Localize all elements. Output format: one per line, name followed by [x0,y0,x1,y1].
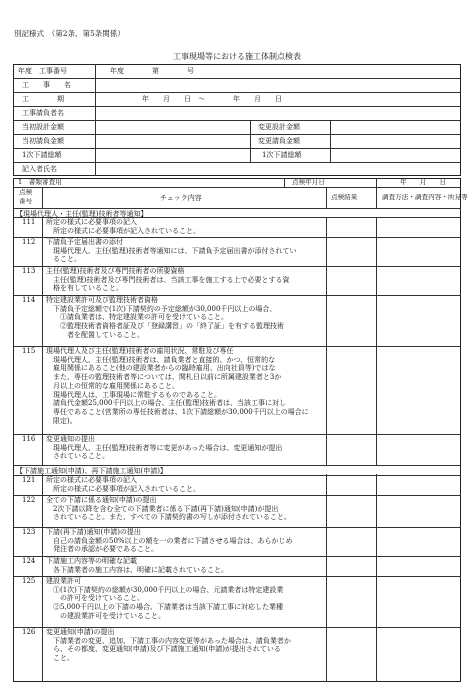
item-detail: ること。 [46,255,81,264]
item-detail: 請負代金額25,000千円以上の場合、主任(監理)技術者は、当該工事に対し [46,399,286,408]
item-title: 下請(再下請)通知(申請)の提出 [46,528,141,536]
item-number: 125 [22,577,36,585]
item-detail: されていること。また、すべての下請契約書の写しが添付されていること。 [46,513,291,522]
item-detail: ②監理技術者資格者証及び「登録講習」の「終了証」を有する監理技術 [46,322,284,331]
col-header-result: 点検結果 [331,194,358,201]
inspection-date-label: 点検年月日 [292,179,325,186]
item-detail: 月以上の恒常的な雇用関係にあること。 [46,381,179,390]
contractor-label: 工事請負者名 [22,109,64,117]
item-title: 特定建設業許可及び監理技術者資格 [46,296,158,304]
item-detail: 自己の請負金額の50%以上の額を一の業者に下請させる場合は、あらかじめ [46,536,293,545]
item-detail: 格を有していること。 [46,284,123,293]
period-label: 工 期 [22,95,64,103]
item-detail: されていること。 [46,452,109,461]
item-number: 123 [22,528,36,536]
item-title: 所定の様式に必要事項の記入 [46,476,137,484]
recorder-name-label: 記入者氏名 [22,165,57,173]
item-detail: 下請業者の変更、追加、下請工事の内容変更等があった場合は、請負業者か [46,636,291,645]
item-detail: 雇用関係にあること(他の建設業者からの臨時雇用、出向社員等)ではな [46,364,276,373]
item-number: 121 [22,476,36,484]
document-title: 工事現場等における施工体制点検表 [173,52,301,61]
item-title: 全ての下請に係る通知(申請)の提出 [46,496,157,504]
item-title: 下請施工内容等の明確な記載 [46,557,137,565]
item-number: 111 [22,218,36,226]
col-header-no-a: 点検 [19,189,33,196]
changed-first-sub-total-label: 1次下請総額 [262,151,302,159]
item-detail: の許可を受けていること。 [46,594,144,603]
changed-design-amount-label: 変更設計金額 [258,123,300,131]
item-title: 建設業許可 [46,577,81,585]
first-sub-total-label: 1次下請総額 [22,151,62,159]
item-detail: こと。 [46,654,74,663]
item-number: 115 [22,347,36,355]
item-detail: ①(1次)下請契約の総額が30,000千円以上の場合、元請業者は特定建設業 [46,585,284,594]
item-detail: ら、その都度、変更通知(申請)及び下請施工通知(申請)が提出されている [46,645,281,654]
period-value: 年 月 日 ～ 年 月 日 [142,95,282,103]
item-title: 現場代理人及び主任(監理)技術者の雇用状況、常駐及び専任 [46,347,234,355]
item-detail: 現場代理人は、工事現場に常駐するものであること。 [46,390,221,399]
section-heading: 【下請施工通知(申請)、再下請施工通知(申請)】 [16,467,167,475]
section-heading: 【現場代理人・主任(監理)技術者等通知】 [16,210,148,218]
year-number-label: 年度 工事番号 [18,67,67,75]
item-number: 124 [22,557,36,565]
item-detail: 所定の様式に必要事項が記入されていること。 [46,226,200,235]
document-review-row: 1 書類審査用 [18,179,62,186]
original-contract-amount-label: 当初請負金額 [22,137,64,145]
project-name-label: 工 事 名 [22,81,71,89]
item-number: 112 [22,238,36,246]
item-number: 116 [22,435,36,443]
inspection-date-value: 年 月 日 [400,179,447,186]
item-detail: ①請負業者は、特定建設業の許可を受けていること。 [46,313,228,322]
item-title: 所定の様式に必要事項の記入 [46,218,137,226]
item-detail: 下請負予定総額で(1次)下請契約の予定総額が30,000千円以上の場合、 [46,304,277,313]
item-title: 下請負予定届出書の添付 [46,238,123,246]
item-number: 122 [22,496,36,504]
item-detail: 専任であること(営業所の専任技術者は、1次下請総額が30,000千円以上の場合に [46,407,309,416]
changed-contract-amount-label: 変更請負金額 [258,137,300,145]
form-label: 別記様式 （第2条、第5条関係） [14,29,125,38]
item-detail: 現場代理人、主任(監理)技術者等通知には、下請負予定届出書が添付されてい [46,246,297,255]
item-detail: 発注者の承認が必要であること。 [46,545,158,554]
year-number-value: 年度 第 号 [110,67,194,75]
col-header-no-b: 番号 [19,198,33,205]
item-detail: 限定)。 [46,416,77,425]
item-detail: の建設業許可を受けていること。 [46,611,165,620]
item-number: 126 [22,628,36,636]
item-title: 変更通知の提出 [46,435,95,443]
item-detail: また、専任の監理技術者等については、関札日以前に所属建設業者と3か [46,373,282,382]
item-title: 主任(監理)技術者及び専門技術者の所要資格 [46,267,185,275]
item-title: 変更通知(申請)の提出 [46,628,115,636]
item-number: 114 [22,296,36,304]
item-detail: 現場代理人、主任(監理)技術者は、請負業者と直接的、かつ、恒常的な [46,355,276,364]
col-header-method: 調査方法・調査内容・所見等 [382,194,468,201]
original-design-amount-label: 当初設計金額 [22,123,64,131]
item-detail: 各下請業者の施工内容は、明確に記載されていること。 [46,565,228,574]
item-number: 113 [22,267,36,275]
item-detail: 現場代理人、主任(監理)技術者等に変更があった場合は、変更通知が提出 [46,443,283,452]
col-header-content: チェック内容 [160,194,202,202]
item-detail: 者を配置していること。 [46,330,144,339]
item-detail: 主任(監理)技術者及び専門技術者は、当該工事を施工する上で必要とする資 [46,275,290,284]
item-detail: 所定の様式に必要事項が記入されていること。 [46,484,200,493]
item-detail: 2次下請以降を含む全ての下請業者に係る下請(再下請)通知(申請)が提出 [46,504,279,513]
item-detail: ②5,000千円以上の下請の場合、下請業者は当該下請工事に対応した業種 [46,603,284,612]
